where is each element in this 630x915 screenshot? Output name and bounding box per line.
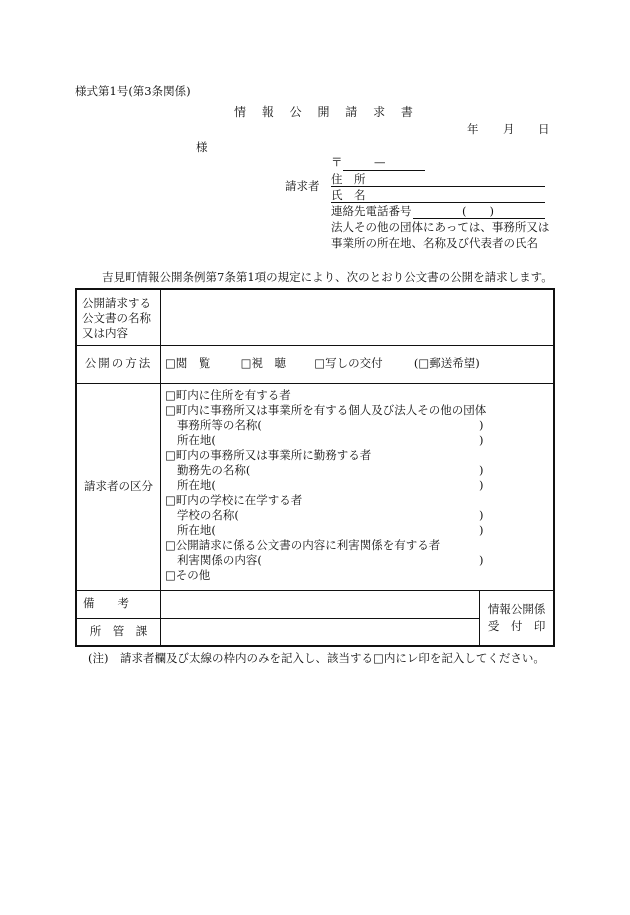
category-checkbox-row[interactable] (165, 388, 553, 403)
category-line-text: 所在地( (176, 522, 216, 537)
category-line-text: □町内に事務所又は事業所を有する個人及び法人その他の団体 (164, 402, 487, 417)
method-option-mail[interactable]: (□郵送希望) (413, 356, 480, 371)
category-detail-row[interactable] (165, 553, 553, 568)
method-option-viewing[interactable]: □閲 覧 (164, 356, 211, 371)
phone-label: 連絡先電話番号 (331, 204, 412, 218)
category-close-paren: ) (478, 417, 484, 432)
category-checkbox-row[interactable] (165, 403, 553, 418)
dept-label-cell (76, 618, 160, 646)
postal-dash: — (374, 155, 386, 169)
category-close-paren: ) (478, 432, 484, 447)
method-option-copy[interactable]: □写しの交付 (314, 356, 383, 371)
category-label-cell (76, 383, 160, 590)
category-detail-row[interactable] (165, 418, 553, 433)
phone-line[interactable] (413, 218, 545, 219)
page-title: 情 報 公 開 請 求 書 (234, 105, 419, 119)
remarks-label-text: 備 考 (83, 596, 129, 611)
corporate-note-2: 事業所の所在地、名称及び代表者の氏名 (331, 236, 538, 250)
date-year-label: 年 (467, 122, 479, 136)
category-line-text: □町内の事務所又は事業所に勤務する者 (164, 447, 372, 462)
category-options-cell (160, 383, 554, 590)
category-line-text: □町内に住所を有する者 (164, 387, 291, 402)
category-line-text: 利害関係の内容( (176, 552, 262, 567)
address-line[interactable] (331, 186, 545, 187)
name-line[interactable] (331, 202, 545, 203)
request-form-table (75, 288, 555, 647)
category-line-text: 学校の名称( (176, 507, 239, 522)
phone-paren: ( ) (462, 204, 494, 218)
category-close-paren: ) (478, 507, 484, 522)
remarks-label (77, 598, 160, 610)
request-statement: 吉見町情報公開条例第7条第1項の規定により、次のとおり公文書の公開を請求します。 (102, 270, 553, 284)
corporate-note-1: 法人その他の団体にあっては、事務所又は (331, 220, 550, 234)
category-line-text: 所在地( (176, 432, 216, 447)
form-number: 様式第1号(第3条関係) (75, 84, 191, 98)
category-line-text: □その他 (164, 567, 211, 582)
category-list (161, 384, 553, 583)
category-detail-row[interactable] (165, 508, 553, 523)
category-checkbox-row[interactable] (165, 538, 553, 553)
method-option-listening[interactable]: □視 聴 (240, 356, 286, 371)
doc-name-label-line3: 又は内容 (82, 326, 128, 340)
category-close-paren: ) (478, 462, 484, 477)
category-detail-row[interactable] (165, 433, 553, 448)
remarks-label-cell (76, 590, 160, 618)
footnote: (注) 請求者欄及び太線の枠内のみを記入し、該当する□内にレ印を記入してください。 (88, 651, 545, 665)
doc-name-label-line1: 公開請求する (82, 296, 151, 310)
name-label: 氏 名 (331, 188, 366, 202)
category-detail-row[interactable] (165, 478, 553, 493)
category-line-text: 事務所等の名称( (176, 417, 262, 432)
remarks-input-cell[interactable] (160, 590, 479, 618)
category-detail-row[interactable] (165, 463, 553, 478)
category-checkbox-row[interactable] (165, 448, 553, 463)
date-month-label: 月 (503, 122, 515, 136)
date-day-label: 日 (538, 122, 550, 136)
category-close-paren: ) (478, 522, 484, 537)
dept-input-cell[interactable] (160, 618, 479, 646)
doc-name-input-cell[interactable] (160, 289, 554, 345)
reception-label-line1: 情報公開係 (487, 601, 546, 616)
dept-label: 所 管 課 (89, 624, 148, 638)
method-label-cell (76, 345, 160, 383)
category-close-paren: ) (478, 552, 484, 567)
postal-mark: 〒 (331, 155, 343, 169)
doc-name-label-cell (76, 289, 160, 345)
method-label: 公開の方法 (84, 356, 153, 371)
addressee-suffix: 様 (196, 140, 208, 154)
postal-code-line[interactable] (343, 170, 425, 171)
requester-label: 請求者 (285, 179, 320, 193)
reception-stamp-cell (480, 590, 554, 646)
category-line-text: 所在地( (176, 477, 216, 492)
reception-label-line2: 受 付 印 (487, 618, 546, 633)
address-label: 住 所 (331, 172, 366, 186)
category-line-text: □町内の学校に在学する者 (164, 492, 303, 507)
category-label: 請求者の区分 (83, 478, 153, 493)
category-checkbox-row[interactable] (165, 568, 553, 583)
category-checkbox-row[interactable] (165, 493, 553, 508)
method-options-cell (160, 345, 554, 383)
doc-name-label-line2: 公文書の名称 (82, 311, 151, 325)
category-line-text: 勤務先の名称( (176, 462, 251, 477)
category-line-text: □公開請求に係る公文書の内容に利害関係を有する者 (164, 537, 441, 552)
category-detail-row[interactable] (165, 523, 553, 538)
category-close-paren: ) (478, 477, 484, 492)
